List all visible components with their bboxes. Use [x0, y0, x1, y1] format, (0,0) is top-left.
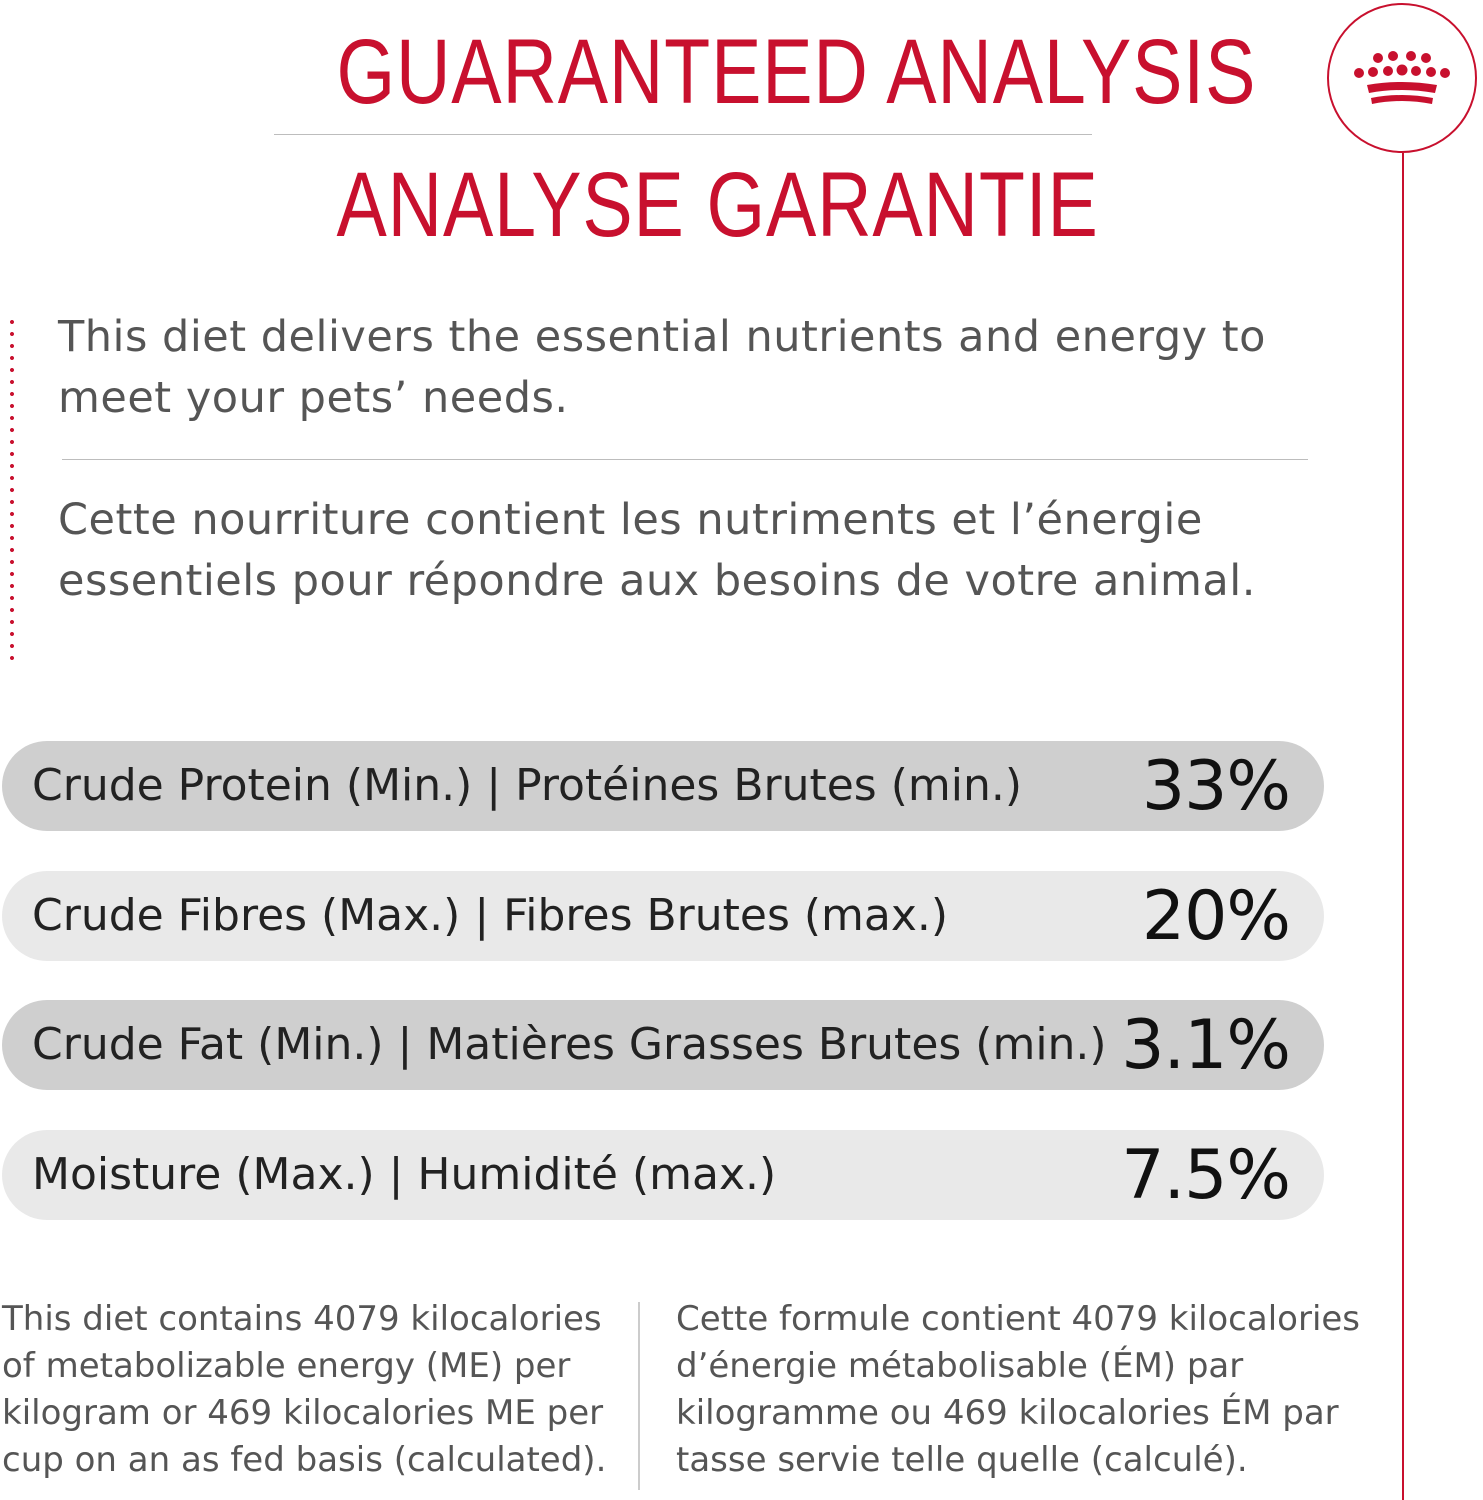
nutrient-value: 7.5% [1121, 1136, 1290, 1215]
nutrient-label: Crude Fat (Min.) | Matières Grasses Brutes (min.) [32, 1019, 1107, 1070]
nutrient-label: Crude Fibres (Max.) | Fibres Brutes (max.) [32, 890, 949, 941]
nutrient-row-moisture [2, 1130, 1324, 1220]
dotted-accent [9, 316, 15, 662]
nutrient-label: Moisture (Max.) | Humidité (max.) [32, 1149, 777, 1200]
nutrient-label: Crude Protein (Min.) | Protéines Brutes (min.) [32, 760, 1022, 811]
nutrient-value: 3.1% [1121, 1006, 1290, 1085]
side-accent-line [1402, 153, 1404, 1500]
title-french: ANALYSE GARANTIE [336, 154, 1099, 256]
nutrient-row-fibres [2, 871, 1324, 961]
intro-text-french: Cette nourriture contient les nutriments et l’énergie essentiels pour répondre aux besoins de votre animal. [58, 495, 1256, 606]
brand-logo [1327, 3, 1477, 153]
nutrient-row-protein [2, 741, 1324, 831]
nutrient-value: 33% [1141, 747, 1290, 826]
energy-note-french: Cette formule contient 4079 kilocalories d’énergie métabolisable (ÉM) par kilogramme ou 469 kilocalories ÉM par tasse servie telle quelle (calculé). [676, 1299, 1361, 1480]
title-english: GUARANTEED ANALYSIS [336, 21, 1257, 123]
nutrient-row-fat [2, 1000, 1324, 1090]
intro-divider [62, 459, 1308, 460]
title-divider [274, 134, 1092, 135]
intro-text-english: This diet delivers the essential nutrients and energy to meet your pets’ needs. [58, 312, 1266, 423]
crown-icon [1349, 51, 1455, 115]
footnote-divider [638, 1302, 640, 1490]
nutrient-value: 20% [1141, 877, 1290, 956]
energy-note-english: This diet contains 4079 kilocalories of metabolizable energy (ME) per kilogram or 469 kilocalories ME per cup on an as fed basis (calculated). [2, 1299, 607, 1480]
